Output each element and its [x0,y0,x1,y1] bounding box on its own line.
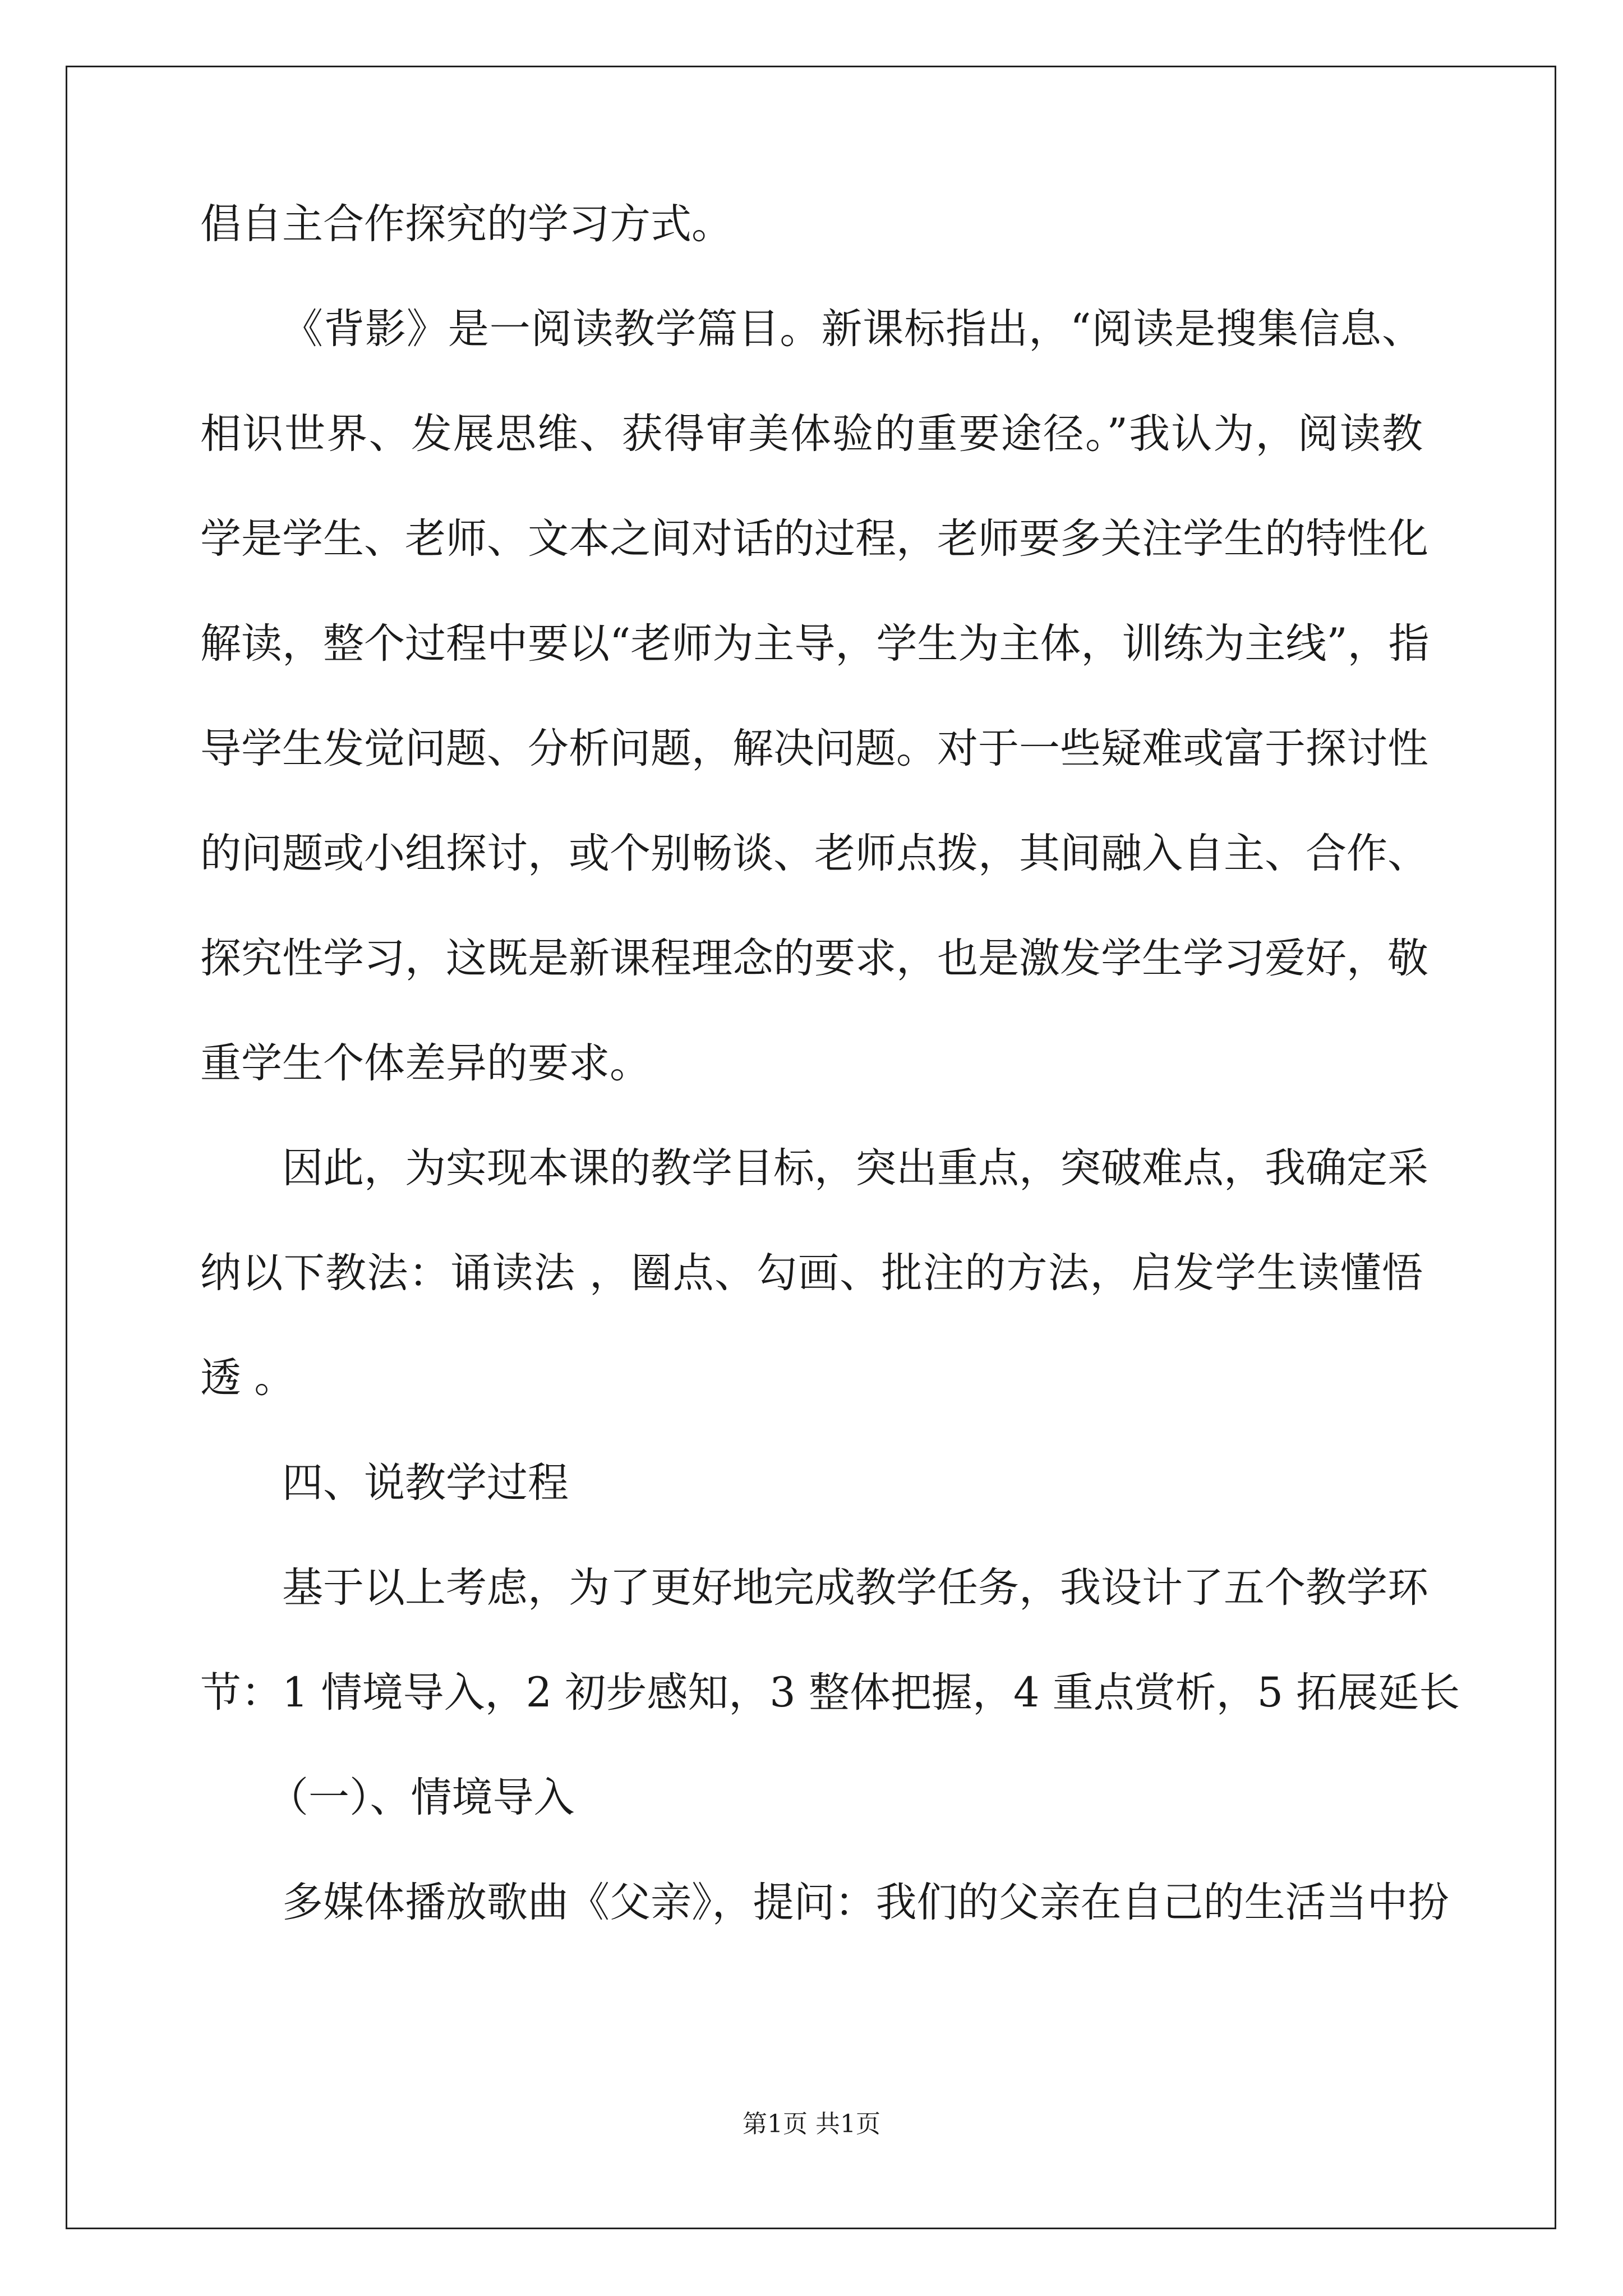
page-footer: 第1页 共1页 [743,2110,880,2138]
text-line: 基于以上考虑，为了更好地完成教学任务，我设计了五个教学环 [282,1564,1428,1612]
text-line: 多媒体播放歌曲《父亲》，提问：我们的父亲在自己的生活当中扮 [282,1879,1449,1926]
text-line: 《背影》是一阅读教学篇目。新课标指出，“阅读是搜集信息、 [282,305,1423,353]
subsection-heading: （一）、情境导入 [268,1774,575,1821]
text-line: 导学生发觉问题、分析问题，解决问题。对于一些疑难或富于探讨性 [200,725,1428,772]
text-line: 探究性学习，这既是新课程理念的要求，也是激发学生学习爱好，敬 [200,935,1428,982]
text-line: 透 。 [200,1354,296,1402]
text-line: 倡自主合作探究的学习方式。 [200,200,732,248]
text-line: 相识世界、发展思维、获得审美体验的重要途径。”我认为，阅读教 [200,410,1423,458]
text-line: 解读，整个过程中要以“老师为主导，学生为主体，训练为主线”，指 [200,620,1430,668]
text-line: 因此，为实现本课的教学目标，突出重点，突破难点，我确定采 [282,1144,1428,1192]
text-line: 学是学生、老师、文本之间对话的过程，老师要多关注学生的特性化 [200,515,1428,563]
text-line: 节：1 情境导入，2 初步感知，3 整体把握，4 重点赏析，5 拓展延长 [200,1669,1460,1717]
text-line: 纳以下教法：诵读法 ，圈点、勾画、批注的方法，启发学生读懂悟 [200,1249,1423,1297]
text-line: 重学生个体差异的要求。 [200,1039,651,1087]
section-heading: 四、说教学过程 [282,1459,569,1507]
document-body [200,200,1460,1985]
text-line: 的问题或小组探讨，或个别畅谈、老师点拨，其间融入自主、合作、 [200,830,1428,877]
